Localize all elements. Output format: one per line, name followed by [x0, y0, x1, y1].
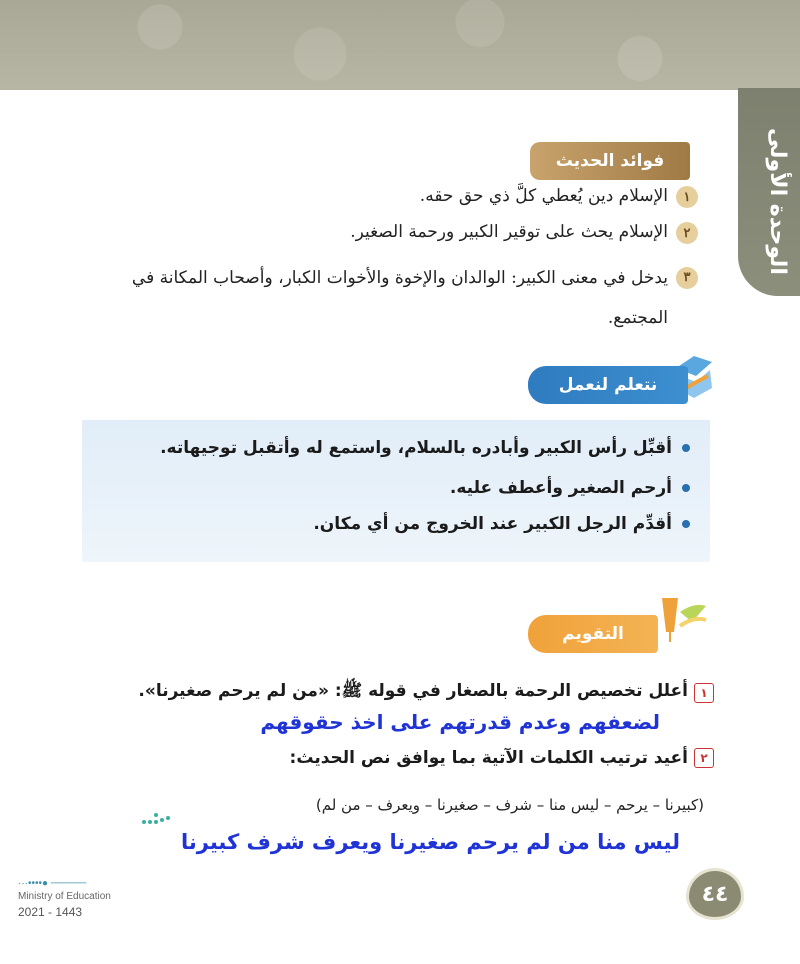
evaluation-heading-text: التقويم	[562, 624, 624, 644]
unit-tab	[738, 88, 800, 296]
answer-1: لضعفهم وعدم قدرتهم على اخذ حقوقهم	[260, 710, 660, 734]
learn-item	[313, 514, 690, 534]
bullet-icon	[682, 520, 690, 528]
edition-year: 2021 - 1443	[18, 905, 83, 919]
question-text: أعيد ترتيب الكلمات الآتية بما يوافق نص الحديث:	[289, 748, 688, 768]
pen-icon	[652, 592, 708, 648]
question-number: ٢	[694, 748, 714, 768]
ministry-logo	[18, 878, 111, 919]
evaluation-heading	[528, 615, 658, 653]
learn-item-text: أرحم الصغير وأعطف عليه.	[449, 478, 672, 498]
benefit-number: ٣	[676, 267, 698, 289]
page-number: ٤٤	[686, 868, 744, 920]
fawaid-heading	[530, 142, 690, 180]
learn-heading-text: نتعلم لنعمل	[558, 375, 658, 395]
benefit-text: الإسلام يحث على توقير الكبير ورحمة الصغير.	[350, 222, 668, 242]
benefit-number: ٢	[676, 222, 698, 244]
ministry-logo-icon: ···••••● ─────	[18, 878, 87, 889]
question-1	[138, 680, 714, 705]
benefit-text: الإسلام دين يُعطي كلَّ ذي حق حقه.	[419, 186, 668, 206]
learn-item-text: أقبِّل رأس الكبير وأبادره بالسلام، واستمع له وأتقبل توجيهاته.	[160, 438, 672, 458]
bullet-icon	[682, 484, 690, 492]
bullet-icon	[682, 444, 690, 452]
benefit-item	[78, 258, 698, 338]
learn-heading	[528, 366, 688, 404]
fawaid-heading-text: فوائد الحديث	[555, 151, 665, 171]
learn-item	[450, 478, 690, 498]
benefit-number: ١	[676, 186, 698, 208]
learn-item-text: أقدِّم الرجل الكبير عند الخروج من أي مكان.	[313, 514, 672, 534]
question-text: أعلل تخصيص الرحمة بالصغار في قوله ﷺ: «من لم يرحم صغيرنا».	[138, 681, 688, 701]
answer-2: ليس منا من لم يرحم صغيرنا ويعرف شرف كبيرنا	[181, 830, 680, 854]
word-list: (كبيرنا – يرحم – ليس منا – شرف – صغيرنا – ويعرف – من لم)	[315, 796, 704, 814]
question-2	[290, 748, 714, 768]
benefit-item	[350, 222, 698, 244]
unit-title: الوحدة الأولى	[765, 128, 790, 275]
benefit-text: يدخل في معنى الكبير: الوالدان والإخوة والأخوات الكبار، وأصحاب المكانة في المجتمع.	[131, 268, 668, 328]
question-number: ١	[694, 683, 714, 703]
ministry-name: Ministry of Education	[18, 891, 111, 902]
benefit-item	[420, 186, 698, 208]
learn-item	[160, 438, 690, 458]
top-banner	[0, 0, 800, 90]
dots-decoration-icon	[140, 810, 176, 826]
